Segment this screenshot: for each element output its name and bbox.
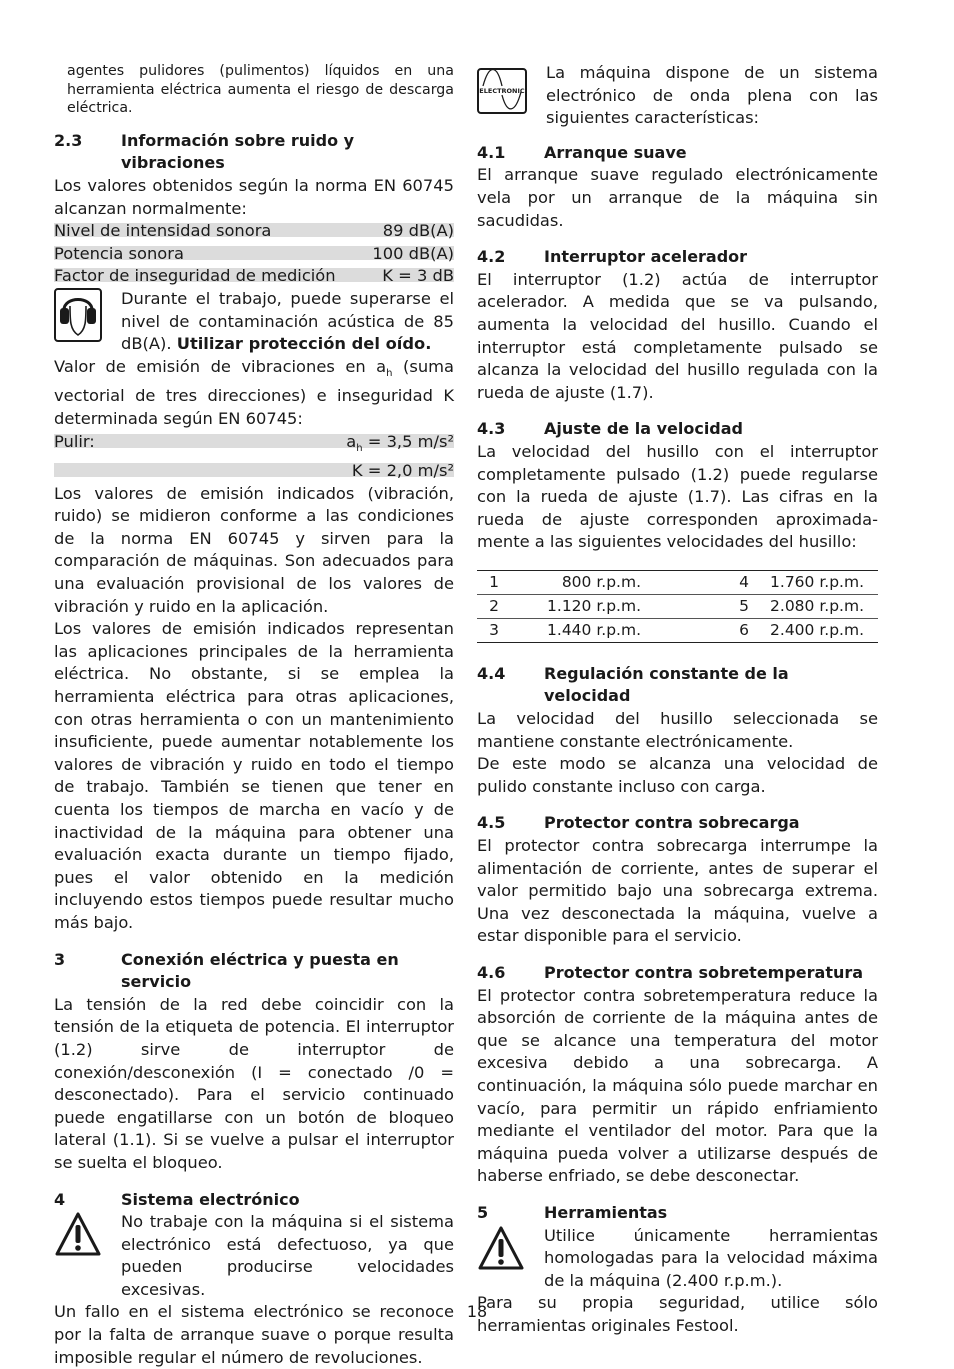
section-4-4-text-2: De este modo se alcanza una velocidad de pulido constante incluso con carga. — [477, 754, 878, 796]
emission-paragraph-2: Los valores de emisión indicados representan las aplicaciones principales de la herramienta eléctrica. No obstante, si se emplea la herramienta eléctrica para otras aplicaciones, con otras herramienta o con un mantenimiento insuficiente, puede aumentar notablemente los valores de vibración y ruido en todo el tiempo de trabajo. También se tienen que tener en cuenta los tiempos de marcha en vacío y de inactividad de la máquina para obtener una evaluación exacta durante un tiempo fijado, pues el valor obtenido en la medición incluyendo estos tiempos puede resultar mucho más bajo. — [54, 619, 454, 932]
section-4-5-heading: 4.5 Protector contra sobrecarga — [477, 813, 800, 833]
vibration-k-row: K = 2,0 m/s² — [54, 460, 454, 483]
noise-row: Factor de inseguridad de medición K = 3 dB — [54, 265, 454, 288]
tools-warning-block — [477, 1225, 878, 1293]
section-4-1-heading: 4.1 Arranque suave — [477, 142, 687, 162]
section-5-heading: 5 Herramientas — [477, 1202, 668, 1222]
section-2-3-heading: 2.3 Información sobre ruido y vibraciones — [54, 130, 355, 173]
electronic-block — [477, 62, 878, 130]
table-row: 2 1.120 r.p.m. 5 2.080 r.p.m. — [477, 594, 878, 618]
section-4-text: Un fallo en el sistema electrónico se reconoce por la falta de arranque suave o porque resulta imposible regular el número de revoluciones. — [54, 1302, 454, 1367]
warning-icon — [477, 1225, 525, 1275]
noise-row: Potencia sonora 100 dB(A) — [54, 243, 454, 266]
section-4-6-text: El protector contra sobretemperatura reduce la absorción de corriente de la máquina antes de que se alcance una temperatura del motor excesiva debido a una sobrecarga. A continuación, la máquina sólo puede marchar en vacío, para permitir un rápido enfriamiento mediante el ventilador del motor. Para que la máquina pueda volver a utilizarse después de haberse enfriado, se debe desconectar. — [477, 985, 878, 1186]
section-4-6-heading: 4.6 Protector contra sobretemperatura — [477, 963, 864, 982]
vibration-row: Pulir: $a_h = 3,5$ m/s² — [54, 431, 454, 461]
electronic-icon — [477, 62, 527, 118]
ear-protection-icon — [54, 288, 102, 346]
section-4-5-text: El protector contra sobrecarga interrumpe la alimentación de corriente, antes de superar el valor permitido bajo una sobrecarga extrema. Una vez desconectada la máquina, vuelve a estar disponible para el servicio. — [477, 836, 878, 946]
electronics-warning-text: No trabaje con la máquina si el sistema electrónico está defectuoso, ya que pueden producirse velocidades excesivas. — [121, 1212, 454, 1299]
left-column — [54, 62, 454, 1369]
table-row: 1 800 r.p.m. 4 1.760 r.p.m. — [489, 573, 864, 592]
section-4-2-heading: 4.2 Interruptor acelerador — [477, 247, 748, 267]
warning-icon — [54, 1211, 102, 1261]
intro-continuation: agentes pulidores (pulimentos) líquidos en una herramienta eléctrica aumenta el riesgo de descarga eléctrica. — [67, 63, 454, 117]
noise-warning-text: Durante el trabajo, puede superarse el nivel de contaminación acústica de 85 dB(A). — [121, 288, 454, 354]
page-number: 18 — [466, 1302, 488, 1321]
noise-warning-bold: Utilizar protección del oído. — [176, 334, 432, 354]
speed-table — [477, 570, 878, 643]
emission-paragraph-1: Los valores de emisión indicados (vibración, ruido) se midieron conforme a las condiciones de la norma EN 60745 y sirven para la comparación de máquinas. Son adecuados para una evaluación provisional de los valores de vibración y ruido en la aplicación. — [54, 483, 454, 616]
section-4-4-text-1: La velocidad del husillo seleccionada se mantiene constante electrónicamente. — [477, 709, 878, 751]
electronic-intro: La máquina dispone de un sistema electrónico de onda plena con las siguientes características: — [546, 63, 878, 128]
tools-warning-text: Utilice únicamente herramientas homologadas para la velocidad máxima de la máquina (2.400 r.p.m.). — [544, 1225, 878, 1290]
table-row: 3 1.440 r.p.m. 6 2.400 r.p.m. — [477, 618, 878, 642]
section-4-3-heading: 4.3 Ajuste de la velocidad — [477, 419, 744, 439]
right-column — [477, 62, 878, 1338]
electronic-icon-label: ELECTRONIC — [479, 87, 525, 95]
section-4-1-text: El arranque suave regulado electrónicamente vela por un arranque de la máquina sin sacudidas. — [477, 165, 878, 230]
section-3-heading: 3 Conexión eléctrica y puesta en servicio — [54, 949, 399, 992]
section-4-4-heading: 4.4 Regulación constante de la velocidad — [477, 663, 789, 706]
section-4-3-text: La velocidad del husillo con el interruptor completamente pulsado (1.2) puede regularse con la rueda de ajuste (1.7). Las cifras en la rueda de ajuste corresponden aproximada-mente a las siguientes velocidades del husillo: — [477, 441, 878, 552]
ear-protection-block — [54, 288, 454, 356]
section-4-heading: 4 Sistema electrónico — [54, 1189, 300, 1209]
section-3-text: La tensión de la red debe coincidir con la tensión de la etiqueta de potencia. El interruptor (1.2) sirve de interruptor de conexión/desconexión (I = conectado /0 = desconectado). Para el servicio continuado puede engatillarse con un botón de bloqueo lateral (1.1). Si se vuelve a pulsar el interruptor se suelta el bloqueo. — [54, 994, 454, 1172]
section-4-2-text: El interruptor (1.2) actúa de interruptor acelerador. A medida que se va pulsando, aumenta la velocidad del husillo. Cuando el interruptor está completamente pulsado se alcanza la velocidad del husillo regulada con la rueda de ajuste (1.7). — [477, 269, 878, 402]
electronics-warning-block — [54, 1211, 454, 1301]
section-5-text: Para su propia seguridad, utilice sólo herramientas originales Festool. — [477, 1293, 878, 1335]
section-2-3-intro: Los valores obtenidos según la norma EN 60745 alcanzan normalmente: — [54, 175, 454, 218]
noise-row: Nivel de intensidad sonora 89 dB(A) — [54, 220, 454, 243]
vibration-intro: Valor de emisión de vibraciones en $a_h$ (suma vectorial de tres direcciones) e inseguridad K determinada según EN 60745: — [54, 356, 454, 428]
